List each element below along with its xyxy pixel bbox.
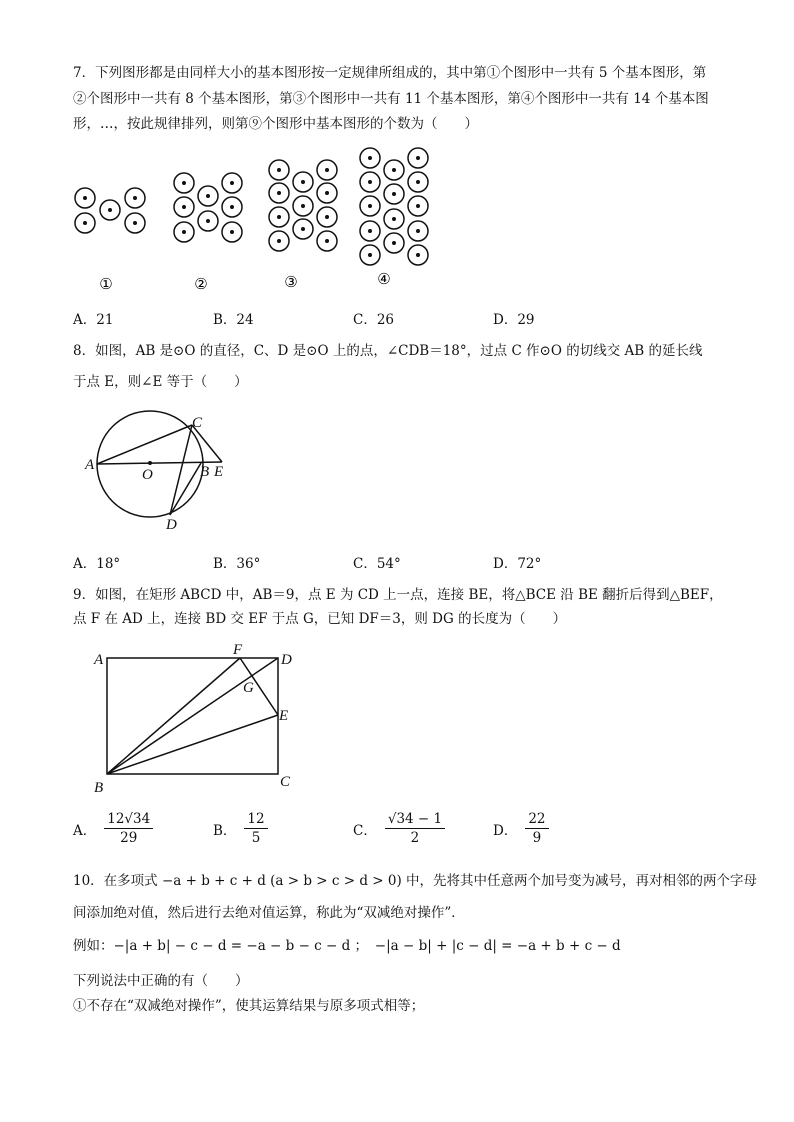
q9-option-c-numerator: √34 − 1 xyxy=(385,811,445,829)
q7-option-a: A．21 xyxy=(73,312,114,328)
q8-circle-figure xyxy=(80,405,240,535)
q8-label-a: A xyxy=(85,457,95,473)
q9-option-d-numerator: 22 xyxy=(525,811,548,829)
q9-rectangle-figure xyxy=(90,640,312,800)
q7-text-line-1: 7．下列图形都是由同样大小的基本图形按一定规律所组成的，其中第①个图形中一共有 5 个基本图形，第 xyxy=(73,65,707,81)
q9-option-d-denominator: 9 xyxy=(532,830,542,846)
q8-option-a: A．18° xyxy=(73,556,121,572)
q7-option-c: C．26 xyxy=(353,312,395,328)
q9-label-d: D xyxy=(281,652,292,668)
q10-text-line-2: 间添加绝对值，然后进行去绝对值运算，称此为“双减绝对操作”． xyxy=(73,905,465,921)
q10-text-line-1: 10．在多项式 −a + b + c + d (a > b > c > d > 0) 中，先将其中任意两个加号变为减号，再对相邻的两个字母 xyxy=(73,873,758,889)
q8-label-o: O xyxy=(142,467,153,483)
q7-figure-label-1: ① xyxy=(99,275,113,293)
q9-label-b: B xyxy=(94,780,104,796)
q9-option-b xyxy=(213,811,268,846)
q9-text-line-2: 点 F 在 AD 上，连接 BD 交 EF 于点 G，已知 DF＝3，则 DG 的长度为（ ） xyxy=(73,611,567,627)
q9-option-b-denominator: 5 xyxy=(251,830,261,846)
q7-figure-label-4: ④ xyxy=(377,270,391,288)
q9-option-c-label: C． xyxy=(353,822,377,839)
q7-figure-label-2: ② xyxy=(194,275,208,293)
q9-label-c: C xyxy=(280,774,291,790)
q9-option-a-denominator: 29 xyxy=(120,830,138,846)
q9-option-b-label: B． xyxy=(213,822,237,839)
q9-label-e: E xyxy=(279,708,289,724)
q8-label-c: C xyxy=(192,415,203,431)
q7-figure-label-3: ③ xyxy=(284,273,298,291)
q8-option-b: B．36° xyxy=(213,556,261,572)
q9-label-f: F xyxy=(233,642,243,658)
q7-option-d: D．29 xyxy=(493,312,535,328)
q9-option-c xyxy=(353,811,445,846)
q9-text-line-1: 9．如图，在矩形 ABCD 中，AB＝9，点 E 为 CD 上一点，连接 BE，将△BCE 沿 BE 翻折后得到△BEF， xyxy=(73,587,723,603)
q8-text-line-2: 于点 E，则∠E 等于（ ） xyxy=(73,374,248,390)
q9-option-d-label: D． xyxy=(493,822,518,839)
q9-option-a xyxy=(73,811,153,846)
q7-pattern-figure xyxy=(68,144,438,294)
q9-label-g: G xyxy=(243,680,254,696)
q9-label-a: A xyxy=(94,652,104,668)
q8-option-c: C．54° xyxy=(353,556,401,572)
q8-label-e: E xyxy=(214,464,224,480)
q8-label-b: B xyxy=(200,464,210,480)
q9-option-d xyxy=(493,811,549,846)
q10-text-line-4: 下列说法中正确的有（ ） xyxy=(73,973,249,989)
q9-option-a-numerator: 12√34 xyxy=(104,811,153,829)
q7-text-line-2: ②个图形中一共有 8 个基本图形，第③个图形中一共有 11 个基本图形，第④个图形中一共有 14 个基本图 xyxy=(73,91,709,107)
q8-option-d: D．72° xyxy=(493,556,542,572)
q10-text-line-5: ①不存在“双减绝对操作”，使其运算结果与原多项式相等； xyxy=(73,998,425,1014)
q8-label-d: D xyxy=(166,517,177,533)
q8-text-line-1: 8．如图，AB 是⊙O 的直径，C、D 是⊙O 上的点，∠CDB＝18°，过点 C 作⊙O 的切线交 AB 的延长线 xyxy=(73,343,703,359)
q9-option-c-denominator: 2 xyxy=(410,830,420,846)
q7-option-b: B．24 xyxy=(213,312,254,328)
q7-text-line-3: 形，…，按此规律排列，则第⑨个图形中基本图形的个数为（ ） xyxy=(73,116,478,132)
q9-option-a-label: A． xyxy=(73,822,97,839)
q9-option-b-numerator: 12 xyxy=(244,811,267,829)
q10-text-line-3: 例如：−|a + b| − c − d = −a − b − c − d ； −|a − b| + |c − d| = −a + b + c − d xyxy=(73,938,621,954)
